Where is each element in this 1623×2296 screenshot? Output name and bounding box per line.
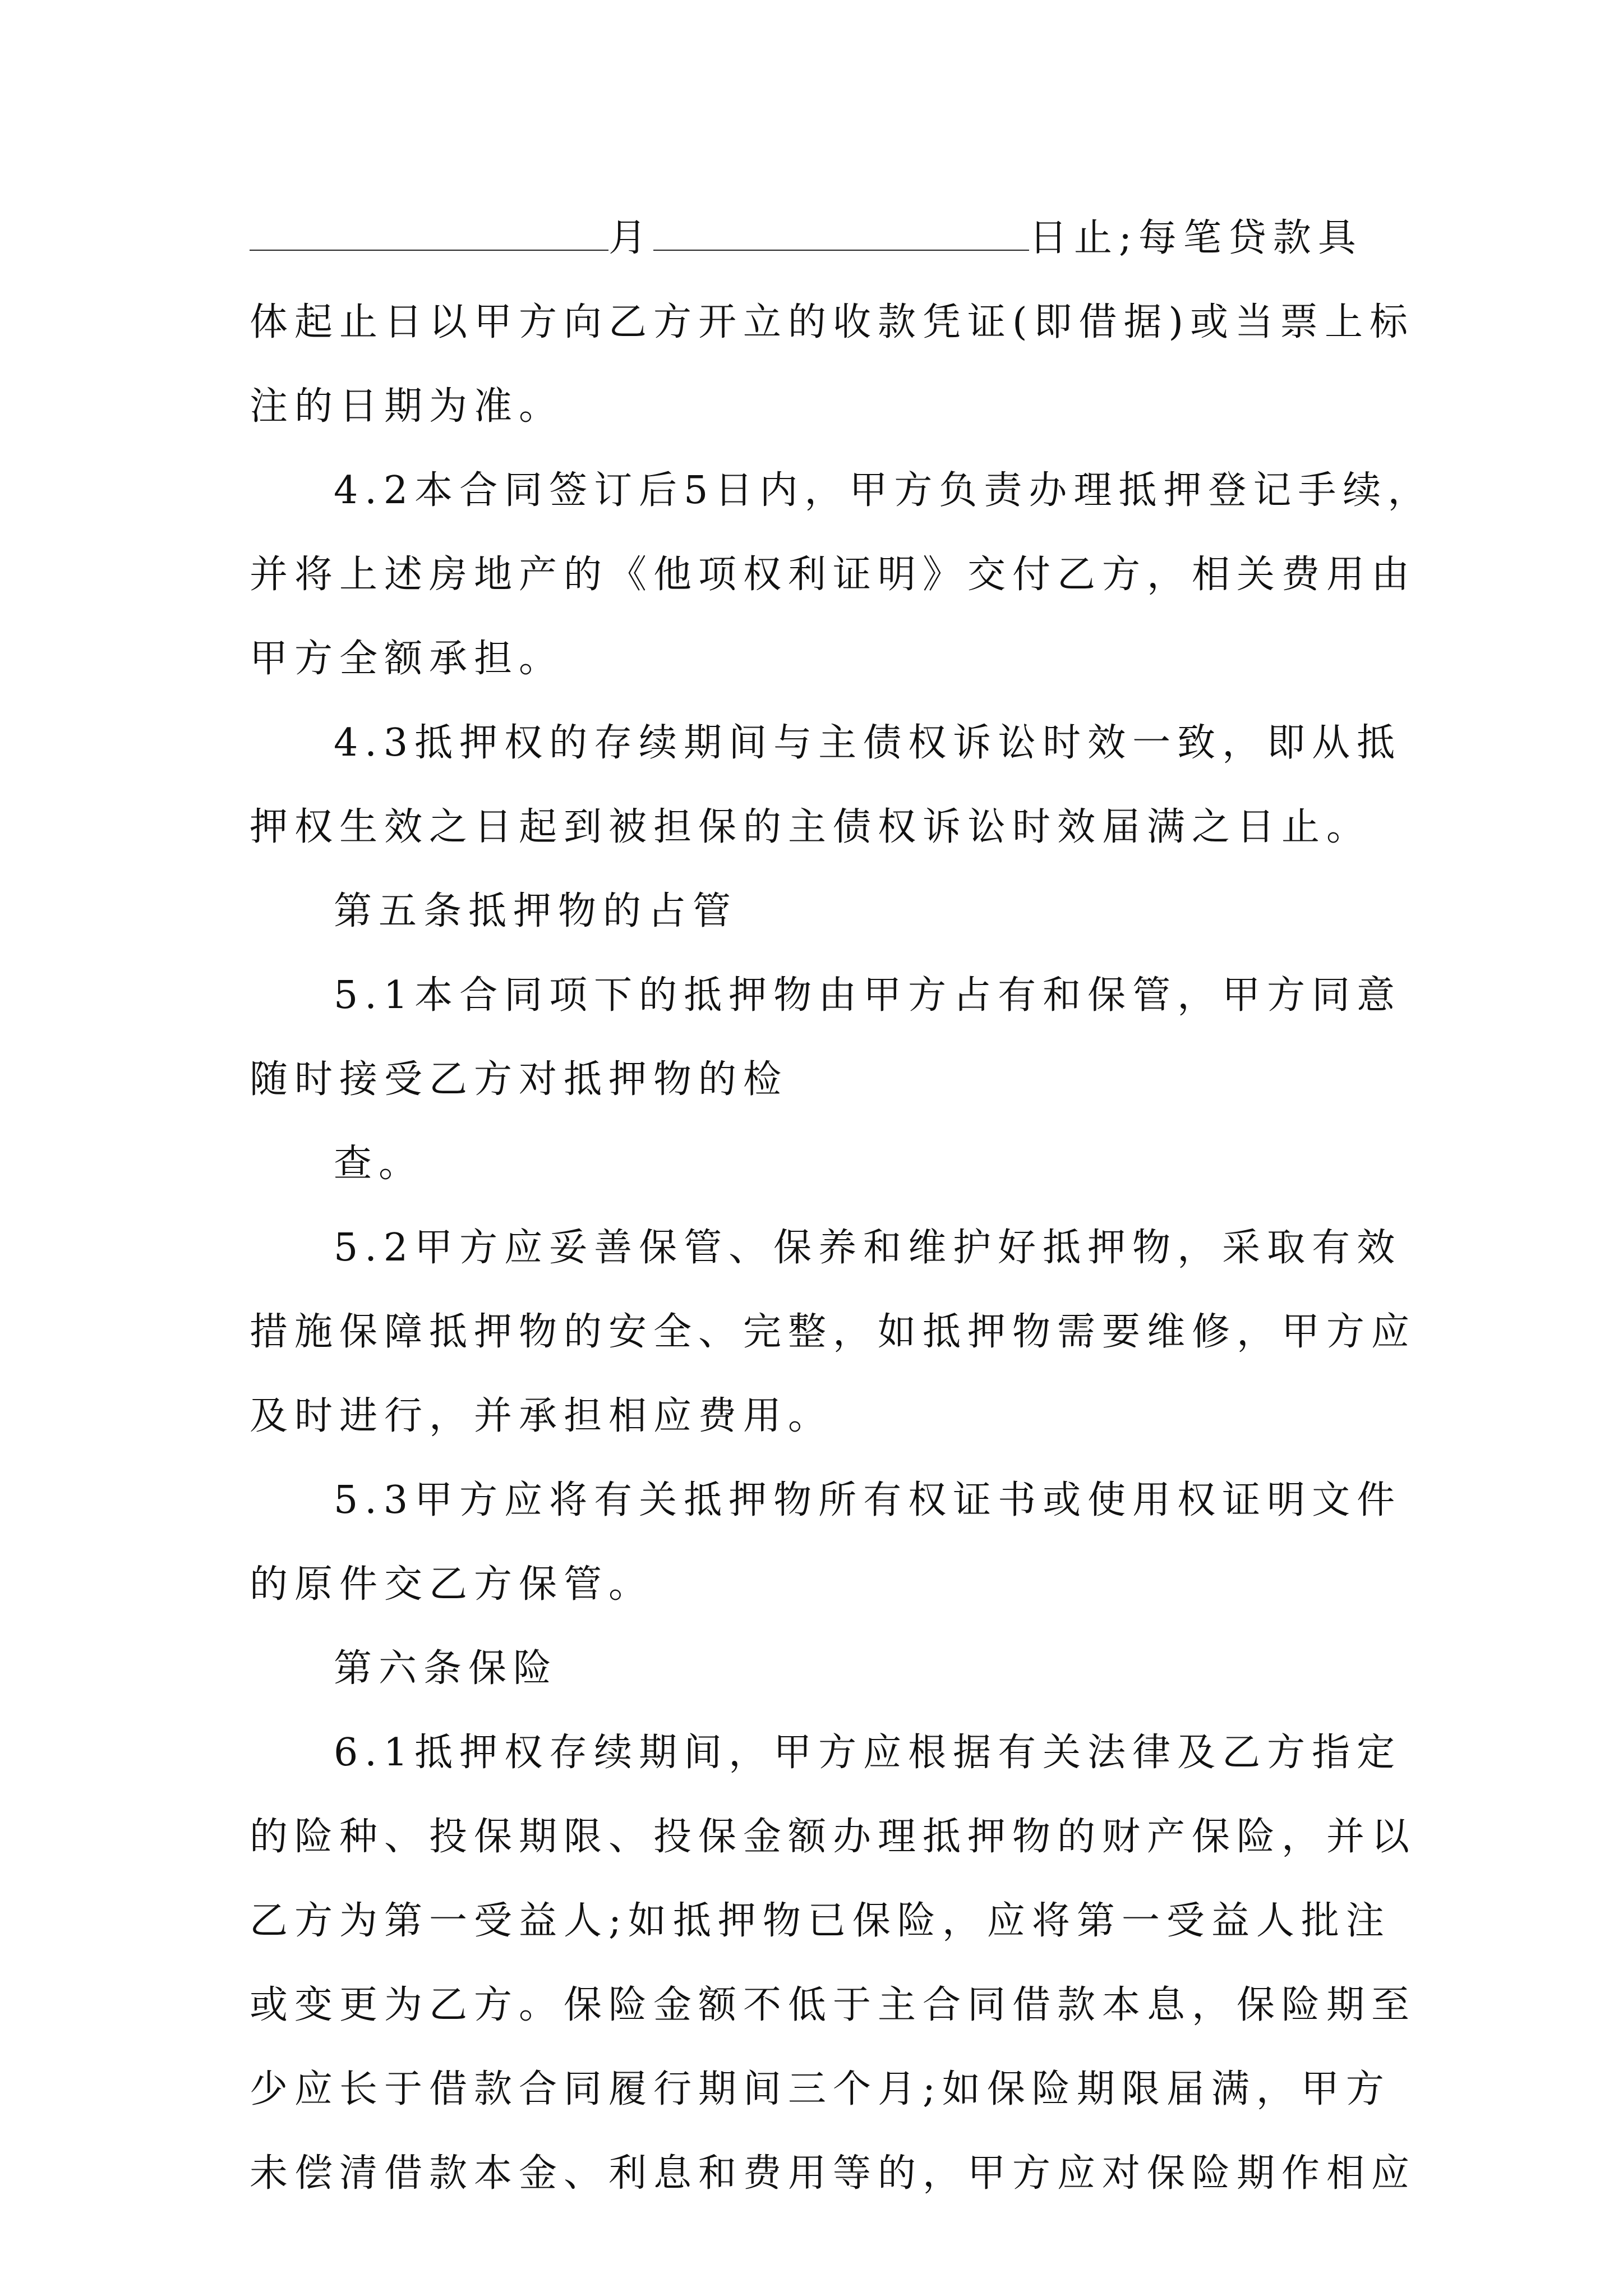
clause-5-1: 5.1本合同项下的抵押物由甲方占有和保管，甲方同意 xyxy=(334,973,1402,1018)
clause-5-2: 5.2甲方应妥善保管、保养和维护好抵押物，采取有效 xyxy=(334,1226,1402,1270)
text-line-12: 查。 xyxy=(334,1142,424,1186)
text-line-14: 措施保障抵押物的安全、完整，如抵押物需要维修，甲方应 xyxy=(250,1310,1417,1354)
text-line-20: 的险种、投保期限、投保金额办理抵押物的财产保险，并以 xyxy=(250,1815,1417,1859)
clause-5-3: 5.3甲方应将有关抵押物所有权证书或使用权证明文件 xyxy=(334,1478,1402,1522)
text-line-22: 或变更为乙方。保险金额不低于主合同借款本息，保险期至 xyxy=(250,1983,1417,2027)
blank-field-month[interactable] xyxy=(250,217,608,251)
text-line-23: 少应长于借款合同履行期间三个月;如保险期限届满，甲方 xyxy=(250,2067,1391,2111)
text-line-6: 甲方全额承担。 xyxy=(250,637,564,681)
text-line-24: 未偿清借款本金、利息和费用等的，甲方应对保险期作相应 xyxy=(250,2151,1417,2196)
text-line-11: 随时接受乙方对抵押物的检 xyxy=(250,1057,789,1102)
article-6-heading: 第六条保险 xyxy=(334,1646,559,1691)
blank-field-day[interactable] xyxy=(653,217,1029,251)
text-line-21: 乙方为第一受益人;如抵押物已保险，应将第一受益人批注 xyxy=(250,1899,1391,1943)
article-5-heading: 第五条抵押物的占管 xyxy=(334,889,738,933)
text-fragment: 日止;每笔贷款具 xyxy=(1029,216,1363,260)
text-fragment: 月 xyxy=(608,216,654,260)
document-body xyxy=(250,196,1433,2216)
clause-4-2: 4.2本合同签订后5日内，甲方负责办理抵押登记手续， xyxy=(334,468,1433,513)
text-line-17: 的原件交乙方保管。 xyxy=(250,1562,654,1607)
text-line-15: 及时进行，并承担相应费用。 xyxy=(250,1394,833,1438)
text-line-2: 体起止日以甲方向乙方开立的收款凭证(即借据)或当票上标 xyxy=(250,300,1415,344)
clause-6-1: 6.1抵押权存续期间，甲方应根据有关法律及乙方指定 xyxy=(334,1731,1402,1775)
text-line-3: 注的日期为准。 xyxy=(250,384,564,429)
text-line-8: 押权生效之日起到被担保的主债权诉讼时效届满之日止。 xyxy=(250,805,1372,849)
text-line-5: 并将上述房地产的《他项权利证明》交付乙方，相关费用由 xyxy=(250,553,1417,597)
clause-4-3: 4.3抵押权的存续期间与主债权诉讼时效一致，即从抵 xyxy=(334,721,1402,765)
text-line-1 xyxy=(250,196,1394,280)
